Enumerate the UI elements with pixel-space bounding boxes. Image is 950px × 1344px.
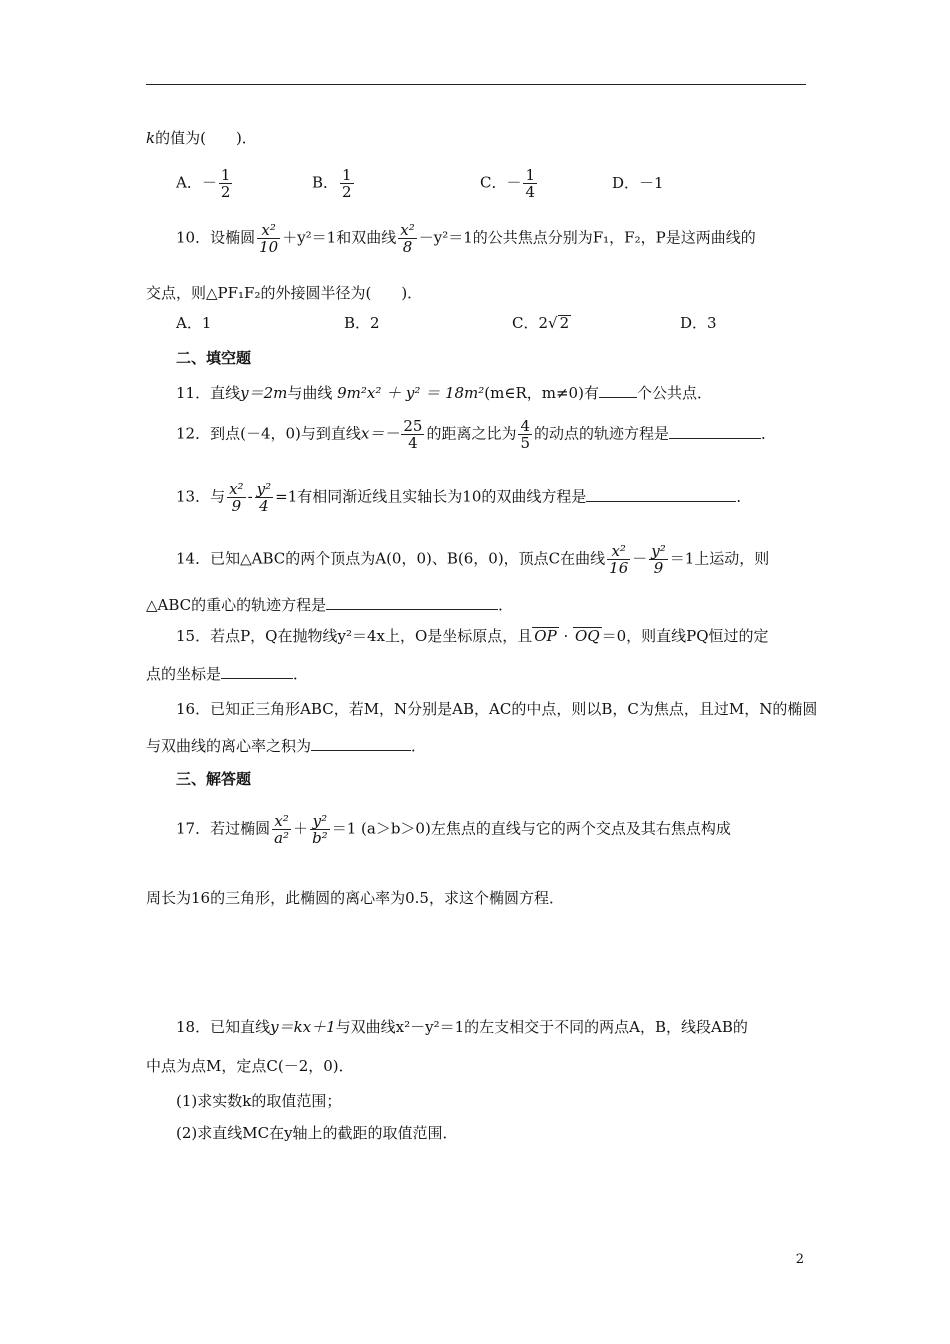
frac-num: x²	[607, 543, 630, 560]
frac-den: b²	[312, 829, 328, 847]
frac-num: y²	[651, 542, 666, 560]
answer-blank[interactable]	[599, 381, 637, 398]
frac-num: 25	[403, 417, 423, 435]
q16-line2	[146, 734, 426, 757]
q10-lead: 10．设椭圆	[176, 228, 256, 247]
frac-den: 4	[408, 434, 418, 452]
frac-num: x²	[400, 221, 415, 239]
q9-option-c	[480, 167, 539, 200]
q15-lead: 15．若点P，Q在抛物线y²＝4x上，O是坐标原点，且	[176, 627, 533, 645]
vector-oq: OQ	[575, 627, 600, 645]
frac-num: 1	[342, 166, 352, 184]
fraction	[401, 418, 424, 451]
sqrt-radical: √	[548, 314, 558, 332]
section-heading-solutions: 三、解答题	[176, 770, 252, 788]
fraction	[227, 481, 245, 514]
q14-stem: 14．已知△ABC的两个顶点为A(0，0)、B(6，0)，顶点C在曲线 $\frac{\text{x²}}{16}$ － $\frac{\text{y²}}{9}$ ＝1上运动，则	[176, 542, 770, 577]
q14-lead: 14．已知△ABC的两个顶点为A(0，0)、B(6，0)，顶点C在曲线	[176, 549, 606, 568]
frac-num: y²	[256, 480, 272, 498]
q14-tail: ＝1上运动，则	[669, 549, 770, 568]
frac-den: 4	[259, 497, 269, 515]
frac-den: 4	[525, 183, 536, 201]
q15-stem	[176, 625, 769, 647]
fraction	[607, 543, 630, 576]
q16-end: ．	[411, 737, 427, 755]
q13-stem	[176, 481, 751, 514]
frac-num: 1	[525, 166, 536, 184]
q10-tail: F₁，F₂，P是这两曲线的	[592, 228, 756, 247]
option-label: C．－	[480, 173, 522, 192]
frac-num: 4	[520, 417, 531, 435]
q12-tail: 的动点的轨迹方程是	[534, 424, 670, 443]
q9-option-b	[312, 167, 356, 200]
q15-line2-text: 点的坐标是	[146, 665, 222, 683]
frac-den: 8	[402, 238, 413, 256]
q11-mid: 与曲线	[287, 384, 333, 402]
frac-den: 10	[259, 238, 279, 256]
page-number: 2	[795, 1252, 804, 1267]
q9-option-d	[612, 172, 664, 194]
answer-blank[interactable]	[221, 662, 293, 679]
q12-lead: 12．到点(－4，0)与到直线	[176, 424, 361, 443]
frac-num: y²	[310, 813, 330, 830]
q12-stem	[176, 418, 776, 451]
q18-sub2: (2)求直线MC在y轴上的截距的取值范围．	[176, 1124, 458, 1142]
q18-lead: 18．已知直线	[176, 1018, 271, 1036]
fraction	[310, 813, 330, 846]
q12-mid: 的距离之比为	[426, 424, 517, 443]
q17-stem: 17．若过椭圆 $\frac{\text{x²}}{\text{a²}}$ ＋ $\frac{\text{y²}}{\text{b²}}$ ＝1 (a＞b＞0)左焦点的直线与它的两个交点及其右焦点构成	[176, 812, 731, 847]
sqrt-value: 2	[559, 314, 570, 332]
frac-den: 5	[520, 434, 531, 452]
q11-eq2: 9m²x² ＋ y² ＝ 18m²	[337, 384, 485, 402]
fraction	[398, 222, 416, 255]
frac-den: 16	[609, 559, 629, 577]
q18-sub1: (1)求实数k的取值范围；	[176, 1092, 342, 1110]
q17-lead: 17．若过椭圆	[176, 819, 271, 838]
q18-line2: 中点为点M，定点C(－2，0)．	[146, 1057, 354, 1075]
q15-end: ．	[293, 665, 309, 683]
frac-num: 1	[220, 166, 231, 184]
q13-tail: =1有相同渐近线且实轴长为10的双曲线方程是	[275, 487, 587, 506]
q10-option-a: A．1	[176, 314, 212, 332]
q11-cond: (m∈R，m≠0)有	[484, 384, 599, 402]
q15-tail: ＝0，则直线PQ恒过的定	[601, 627, 769, 645]
q12-end: ．	[761, 424, 777, 443]
answer-blank[interactable]	[586, 485, 736, 502]
q11-lead: 11．直线	[176, 384, 241, 402]
q13-minus: -	[247, 487, 253, 506]
q18-eq: y＝kx＋1	[270, 1018, 336, 1036]
frac-num: x²	[272, 813, 291, 830]
option-label: D．－1	[612, 174, 664, 192]
vector-op: OP	[534, 627, 557, 645]
q10-mid2: －y²＝1的公共焦点分别为	[418, 228, 593, 247]
frac-den: 9	[653, 559, 664, 577]
q9-option-a	[176, 167, 234, 200]
q13-end: ．	[736, 487, 752, 506]
option-label: C．2	[512, 314, 549, 332]
frac-num: x²	[257, 222, 280, 239]
q9-stem	[146, 127, 257, 149]
q16-line1: 16．已知正三角形ABC，若M，N分别是AB，AC的中点，则以B，C为焦点，且过M，N的椭圆	[176, 700, 818, 718]
q17-eq: ＝1	[331, 819, 357, 838]
q10-mid1: ＋y²＝1和双曲线	[282, 228, 397, 247]
q11-tail: 个公共点．	[636, 384, 712, 402]
q9-tail: 的值为( )．	[155, 129, 257, 147]
dot-product: ·	[563, 627, 569, 645]
q17-line2: 周长为16的三角形，此椭圆的离心率为0.5，求这个椭圆方程．	[146, 889, 564, 907]
q10-line2: 交点，则△PF₁F₂的外接圆半径为( )．	[146, 284, 423, 302]
q10-option-d: D．3	[680, 314, 717, 332]
q12-x: x＝－	[360, 424, 400, 443]
q16-line2-text: 与双曲线的离心率之积为	[146, 737, 312, 755]
frac-den: 9	[231, 497, 242, 515]
frac-den: 2	[220, 183, 231, 201]
q10-option-b: B．2	[344, 314, 380, 332]
q18-stem	[176, 1016, 748, 1038]
q17-tail: (a＞b＞0)左焦点的直线与它的两个交点及其右焦点构成	[361, 819, 731, 838]
q10-option-c	[512, 312, 571, 334]
q18-tail: 与双曲线x²－y²＝1的左支相交于不同的两点A，B，线段AB的	[335, 1018, 748, 1036]
q13-lead: 13．与	[176, 487, 226, 506]
option-label: B．	[312, 173, 339, 192]
frac-den: 2	[342, 183, 352, 201]
answer-blank[interactable]	[311, 734, 411, 751]
q9-var: k	[146, 129, 156, 147]
fraction	[219, 167, 233, 200]
fraction	[257, 222, 280, 255]
fraction	[272, 813, 291, 846]
fraction	[649, 543, 668, 576]
q14-end: ．	[498, 596, 514, 614]
option-label: A．－	[176, 173, 217, 192]
q14-line2-text: △ABC的重心的轨迹方程是	[146, 596, 327, 614]
q15-line2	[146, 662, 308, 685]
fraction	[340, 167, 354, 200]
answer-blank[interactable]	[326, 593, 498, 610]
q11-eq: y＝2m	[240, 384, 288, 402]
q10-stem	[176, 222, 756, 255]
fraction	[523, 167, 537, 200]
q11-stem	[176, 381, 712, 404]
section-heading-fill-in: 二、填空题	[176, 349, 252, 367]
header-rule	[146, 84, 806, 85]
frac-num: x²	[229, 480, 244, 498]
fraction	[518, 418, 532, 451]
frac-den: a²	[274, 829, 290, 847]
q14-line2	[146, 593, 513, 616]
answer-blank[interactable]	[669, 422, 761, 439]
fraction	[255, 481, 274, 514]
